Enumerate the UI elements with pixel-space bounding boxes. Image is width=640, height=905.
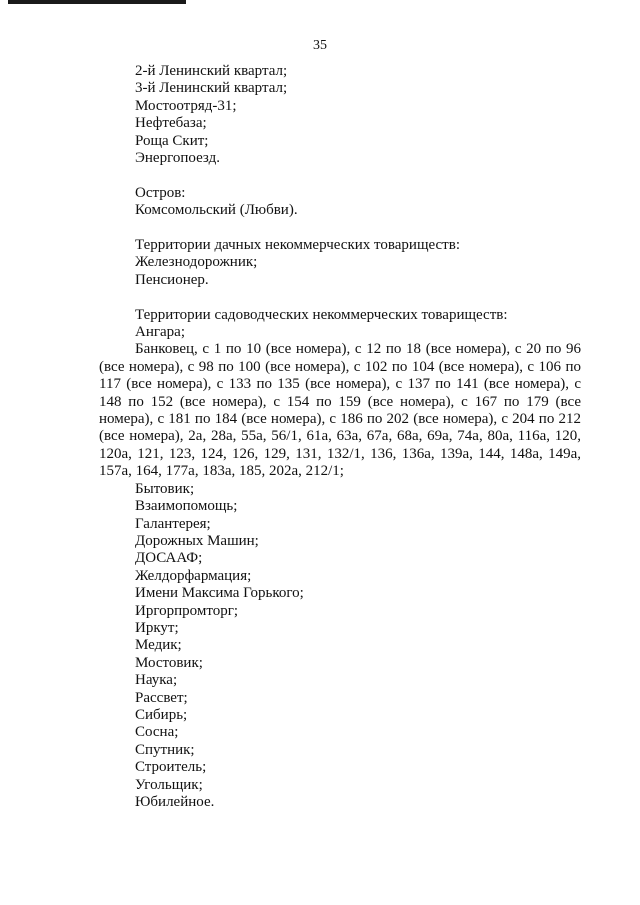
list-item: Медик; [135,637,182,654]
list-item: Имени Максима Горького; [135,585,304,602]
section-heading: Территории дачных некоммерческих товариществ: [135,237,460,254]
list-item: Иркут; [135,619,179,636]
list-item: ДОСААФ; [135,550,203,567]
section-heading: Остров: [135,184,186,201]
list-item: Спутник; [135,741,195,758]
block-island [99,185,581,220]
section-heading: Территории садоводческих некоммерческих товариществ: [135,306,508,323]
list-item: Энергопоезд. [135,150,220,167]
list-item: 3-й Ленинский квартал; [135,80,288,97]
list-item: Дорожных Машин; [135,532,259,549]
block-dacha [99,237,581,289]
block-quarters [99,63,581,167]
list-item: Взаимопомощь; [135,498,238,515]
list-item: Иргорпромторг; [135,602,239,619]
list-item: Мостовик; [135,654,203,671]
spacer [99,167,581,184]
page-number: 35 [313,38,327,53]
block-garden [99,307,581,812]
document-body [99,63,581,811]
list-item: Мостоотряд-31; [135,97,237,114]
spacer [99,289,581,306]
list-item: Пенсионер. [135,271,209,288]
list-item: Нефтебаза; [135,115,207,132]
list-item: Рассвет; [135,689,188,706]
list-item: Строитель; [135,759,207,776]
bankovets-paragraph: Банковец, с 1 по 10 (все номера), с 12 по 18 (все номера), с 20 по 96 (все номера), с 98 по 100 (все номера), с 102 по 104 (все номера), с 106 по 117 (все номера), с 133 по 135 (все номера), с 137 по 141 (все номера), с 148 по 152 (все номера), с 154 по 159 (все номера), с 167 по 179 (все номера), с 181 по 184 (все номера), с 186 по 202 (все номера), с 204 по 212 (все номера), 2а, 28а, 55а, 56/1, 61а, 63а, 67а, 68а, 69а, 74а, 80а, 116а, 120, 120а, 121, 123, 124, 126, 129, 131, 132/1, 136, 136а, 139а, 144, 148а, 149а, 157а, 164, 177а, 183а, 185, 202а, 212/1; [99,341,581,480]
spacer [99,220,581,237]
list-item: 2-й Ленинский квартал; [135,63,288,79]
list-item: Железнодорожник; [135,254,258,271]
list-item: Комсомольский (Любви). [135,202,298,219]
list-item: Сосна; [135,724,179,741]
list-item: Желдорфармация; [135,567,252,584]
list-item: Бытовик; [135,480,195,497]
list-item: Ангара; [135,324,185,341]
list-item: Роща Скит; [135,132,209,149]
list-item: Наука; [135,672,178,689]
list-item: Юбилейное. [135,794,215,811]
list-item: Галантерея; [135,515,211,532]
list-item: Сибирь; [135,706,188,723]
list-item: Угольщик; [135,776,203,793]
scan-edge-bar [8,0,186,4]
